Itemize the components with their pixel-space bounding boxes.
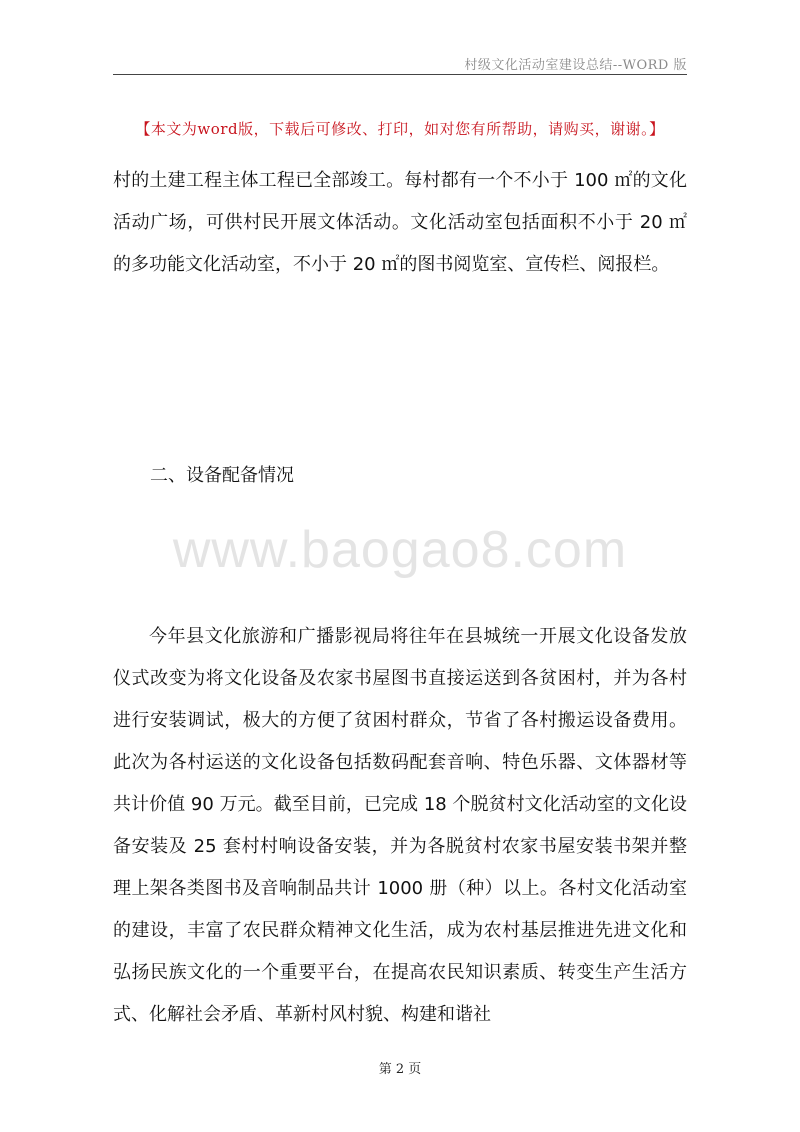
purchase-notice: 【本文为word版，下载后可修改、打印，如对您有所帮助，请购买，谢谢。】 (135, 120, 665, 138)
paragraph-equipment: 今年县文化旅游和广播影视局将往年在县城统一开展文化设备发放仪式改变为将文化设备及农家书屋图书直接运送到各贫困村，并为各村进行安装调试，极大的方便了贫困村群众，节省了各村搬运设备费用。此次为各村运送的文化设备包括数码配套音响、特色乐器、文体器材等共计价值 90 万元。截至目前，已完成 18 个脱贫村文化活动室的文化设备安装及 25 套村村响设备安装，并为各脱贫村农家书屋安装书架并整理上架各类图书及音响制品共计 1000 册（种）以上。各村文化活动室的建设，丰富了农民群众精神文化生活，成为农村基层推进先进文化和弘扬民族文化的一个重要平台，在提高农民知识素质、转变生产生活方式、化解社会矛盾、革新村风村貌、构建和谐社 (113, 626, 687, 1025)
section-heading-equipment: 二、设备配备情况 (150, 465, 294, 486)
paragraph-construction: 村的土建工程主体工程已全部竣工。每村都有一个不小于 100 ㎡的文化活动广场，可供村民开展文体活动。文化活动室包括面积不小于 20 ㎡的多功能文化活动室，不小于 20 ㎡的图书阅览室、宣传栏、阅报栏。 (113, 170, 687, 275)
page-header (113, 50, 687, 75)
header-title: 村级文化活动室建设总结--WORD 版 (464, 58, 687, 73)
watermark-text: www.baogao8.com (172, 521, 628, 579)
page-number: 第 2 页 (378, 1062, 422, 1077)
